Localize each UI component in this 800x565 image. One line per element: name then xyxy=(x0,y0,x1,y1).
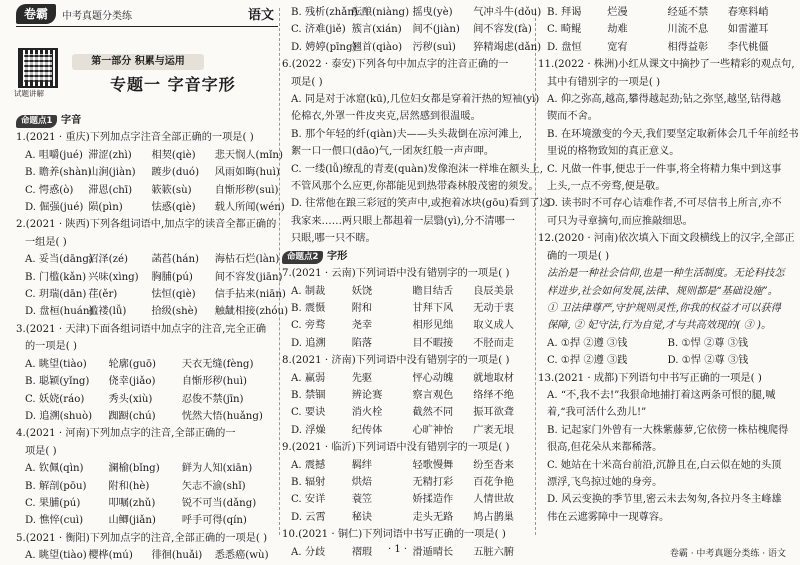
option-row: D. 盘桓(huán) 褴褛(lǚ) 拾级(shè) 触龇相接(zhóu) xyxy=(25,306,289,318)
option-row: A. 震撼 羁绊 轻歌慢舞 纷至沓来 xyxy=(291,459,514,471)
question-line: A. 仰之弥高,越高,攀得越起劲;钻之弥坚,越坚,钻得越 xyxy=(547,94,781,106)
option-line: D. 往常他在踉三彩冠的笑声中,或抱着冰块(gōu)看到了这 xyxy=(291,198,550,210)
question-line: B. 记起家门外曾有一大株紫藤萝,它依傍一株枯槐爬得 xyxy=(547,424,789,436)
option-row: B. 禁锢 辨论赛 察言观色 络绎不绝 xyxy=(291,389,514,401)
option-row: A. 制裁 妖饶 瞻目结舌 良辰美景 xyxy=(291,285,514,297)
option-row: C. 济难(jiě) 簇言(xián) 间不(jiàn) 间不容发(fà) xyxy=(291,24,532,36)
question-line: 可只为寻章摘句,而应推敲细思。 xyxy=(547,215,693,227)
option-row: B. 瞻养(shàn) 山涧(jiàn) 踱步(duó) 风雨如晦(huì) xyxy=(25,167,280,179)
question-line: 上头,一点不旁骛,便是敬。 xyxy=(547,181,666,193)
option-line: 絮一口一偎口(dāo)气,一团灰红般一声声呷。 xyxy=(291,146,495,158)
option-row: C. 愕惑(ò) 滞恩(chī) 簌簌(sù) 自惭形秽(suì) xyxy=(25,184,279,196)
option-row: C. 要诀 消火栓 截然不同 振耳欲聋 xyxy=(291,407,514,419)
option-row: C. ①捍 ②遵 ③践 D. ①悍 ②尊 ③钱 xyxy=(547,355,749,367)
option-row: D. 憔悴(cuì) 山鲫(jiǎn) 呼手可得(qín) xyxy=(25,515,247,527)
option-row: C. 果脯(pú) 叩嘱(zhǔ) 锐不可当(dǎng) xyxy=(25,497,257,509)
section-tag: 命题点1 字音 xyxy=(16,112,278,129)
option-row: A. 眺望(tiào) 轮廓(guō) 天衣无缝(fèng) xyxy=(25,358,254,370)
question-12: 12.(2020 · 河南)依次填入下面文段横线上的汉字,全部正 xyxy=(538,233,795,245)
question-13: 13.(2021 · 成都)下列语句中书写正确的一项是( ) xyxy=(538,372,762,384)
brand-logo: 卷霸 xyxy=(16,4,56,24)
column-1 xyxy=(16,112,289,565)
question-6-cont: 项是( ) xyxy=(291,76,323,88)
question-4-cont: 项是( ) xyxy=(25,445,57,457)
question-9: 9.(2021 · 临沂)下列词语中没有错别字的一项是( ) xyxy=(282,442,510,454)
page-header xyxy=(16,4,278,27)
question-line: 里说的格物致知的真正意义。 xyxy=(547,146,680,158)
question-8: 8.(2021 · 济南)下列词语中没有错别字的一项是( ) xyxy=(282,355,510,367)
option-line: B. 那个年轻的纤(qiàn)夫——头头裁倒在凉河滩上, xyxy=(291,128,522,140)
page-number: · 1 · xyxy=(388,544,408,555)
question-line: 漂浮,飞鸟掠过她的身旁。 xyxy=(547,476,663,488)
option-row: C. 旁骛 尧幸 相形见绌 取义成人 xyxy=(291,320,514,332)
option-line: A. 同是对于冰窟(kū),几位妇女都是穿着汗热的短袖(yì) xyxy=(291,94,540,106)
option-row: D. 倔强(jué) 陨(pìn) 怯惑(qiè) 载人所闻(wén) xyxy=(25,202,285,214)
question-line: C. 凡做一件事,便忠于一件事,将全将精力集中到这事 xyxy=(547,163,782,175)
footer-series: 卷霸 · 中考真题分类练 · 语文 xyxy=(669,549,786,559)
question-2-cont: 一组是( ) xyxy=(25,236,67,248)
question-line: 伟在云遮雾障中一现尊容。 xyxy=(547,511,670,523)
part-title: 第一部分 积累与运用 xyxy=(72,54,204,70)
question-5: 5.(2021 · 衡阳)下列加点字的注音,全部正确的一项是( ) xyxy=(16,532,268,544)
passage-text: 法治是一种社会信仰,也是一种生活制度。无论科技怎样进步,社会如何发展,法律、规则都是“基础设施”。 ① 卫法律尊严,守护规则灵性,你我的权益才可以获得保障, ② 妃守法,行为自觉,才与共高效现的( ③ )。 xyxy=(547,268,785,332)
question-line: 很高,但花朵从来都稀落。 xyxy=(547,442,663,454)
option-row: B. 聪颖(yǐng) 侥幸(jiǎo) 自惭形秽(huì) xyxy=(25,376,247,388)
question-line: 确的一项是( ) xyxy=(547,250,610,262)
section-tag: 命题点2 字形 xyxy=(282,248,534,265)
option-row: D. 浮燥 纪传体 心旷神怡 广袤无垠 xyxy=(291,424,514,436)
question-line: D. 风云变换的季节里,密云未去匆匆,各拉丹冬主峰雄 xyxy=(547,494,782,506)
option-line: 伦棉衣,外罩一件皮夹克,居然感到很温暖。 xyxy=(291,111,481,123)
option-row: C. 玥瑞(dān) 荏(ěr) 怯恒(qiè) 信手拈来(niān) xyxy=(25,289,286,301)
option-row: A. 妥当(dāng) 沼泽(zé) 菡萏(hán) 海枯石烂(làn) xyxy=(25,254,280,266)
option-row: B. 残析(zhǎn) 酝酿(niàng) 摇曳(yè) 气冲斗牛(dǒu) xyxy=(291,7,542,18)
question-6: 6.(2022 · 泰安)下列各句中加点字的注音正确的一 xyxy=(282,59,509,71)
question-line: D. 读书时不可存心诘难作者,不可尽信书上所言,亦不 xyxy=(547,198,782,210)
column-3 xyxy=(538,4,799,526)
question-1: 1.(2021 · 重庆)下列加点字注音全部正确的一项是( ) xyxy=(16,132,254,144)
question-line: B. 在环境激变的今天,我们要坚定取新体会几千年前经书 xyxy=(547,128,799,140)
subject-title: 语文 xyxy=(247,8,274,23)
option-row: B. 震慑 附和 甘拜下风 无动于衷 xyxy=(291,302,514,314)
option-row: D. 追溯 陷落 目不暇接 不胫而走 xyxy=(291,337,514,349)
option-row: A. 钦佩(qìn) 澜榆(bǐng) 鲜为人知(xiān) xyxy=(25,463,253,475)
option-row: B. 门槛(kǎn) 兴味(xìng) 胸脯(pú) 间不容发(jiān) xyxy=(25,271,283,283)
question-10: 10.(2021 · 铜仁)下列词语中书写正确的一项是( ) xyxy=(282,529,506,541)
option-line: 只眼,哪一只不瞎。 xyxy=(291,233,376,245)
option-row: D. 追溯(shuò) 踟蹰(chú) 恍然大悟(huǎng) xyxy=(25,410,263,422)
question-line: 其中有错别字的一项是( ) xyxy=(547,76,661,88)
option-row: A. 分歧 褶瑕 滑遁晴长 五脏六腑 xyxy=(291,546,514,558)
question-2: 2.(2021 · 陕西)下列各组词语中,加点字的读音全都正确的 xyxy=(16,219,277,231)
qr-caption: 试题讲解 xyxy=(14,89,44,98)
question-3: 3.(2021 · 天津)下面各组词语中加点字的注音,完全正确 xyxy=(16,323,267,335)
option-line: C. 一缕(lǚ)缭乱的青麦(quàn)发像泡沫一样堆在额头上, xyxy=(291,163,543,175)
column-divider xyxy=(535,8,536,535)
option-row: A. ①捍 ②遵 ③钱 B. ①悍 ②尊 ③钱 xyxy=(547,337,749,349)
question-4: 4.(2021 · 河南)下列加点字的注音,全部正确的一 xyxy=(16,428,236,440)
option-row: C. 安详 蓑笠 娇揉造作 人情世故 xyxy=(291,494,514,506)
option-row: B. 辐射 烘焙 无精打彩 百花争艳 xyxy=(291,476,514,488)
topic-title: 专题一 字音字形 xyxy=(110,75,236,94)
qr-code-icon[interactable] xyxy=(18,48,58,88)
question-line: 着,“我可活什么劲儿!” xyxy=(547,407,647,419)
option-row: A. 咀嚼(jué) 滞涩(zhì) 相契(qiè) 悲天悯人(mǐn) xyxy=(25,149,283,161)
question-line: 锲而不舍。 xyxy=(547,111,598,123)
option-row: D. 娉婷(pīng) 翘首(qiào) 污秽(suì) 猝精竭虑(dǎn) xyxy=(291,41,542,53)
column-2 xyxy=(282,4,550,561)
option-row: A. 赢弱 先驱 怦心动魄 就地取材 xyxy=(291,372,514,384)
option-row: A. 眺望(tiào) 樱桦(mú) 徘徊(huǎi) 悉悉癌(wù) xyxy=(25,550,269,562)
option-row: C. 畸鲲 劫难 川流不息 如雷灌耳 xyxy=(547,24,769,36)
question-line: C. 她站在十米高台前沿,沉静且在,白云似在她的头顶 xyxy=(547,459,782,471)
option-row: B. 解剖(pōu) 附和(hè) 矢志不渝(shǐ) xyxy=(25,480,246,492)
question-3-cont: 的一项是( ) xyxy=(25,341,77,353)
question-11: 11.(2022 · 株洲)小红从课文中摘抄了一些精彩的观点句, xyxy=(538,59,795,71)
option-line: 我家来……两只眼上都趄着一层翳(yì),分不清哪一 xyxy=(291,215,515,227)
option-row: D. 盘恒 宽宥 相得益彰 李代桃僵 xyxy=(547,41,769,53)
option-line: 不管风那个么应更,你都能见到热带森林般茂密的须发。 xyxy=(291,181,539,193)
question-7: 7.(2021 · 云南)下列词语中没有错别字的一项是( ) xyxy=(282,268,510,280)
series-title: 中考真题分类练 xyxy=(62,11,132,22)
option-row: C. 妖娆(ráo) 秀头(xiù) 忍俊不禁(jīn) xyxy=(25,393,244,405)
option-row: B. 拜谒 烂漫 经延不禁 春寒料峭 xyxy=(547,7,769,18)
question-line: A. “不,我不去!”我狠命地捕打着这两条可恨的腿,喊 xyxy=(547,389,776,401)
option-row: D. 云霄 秘诀 走头无路 鸠占鹊巢 xyxy=(291,511,514,523)
